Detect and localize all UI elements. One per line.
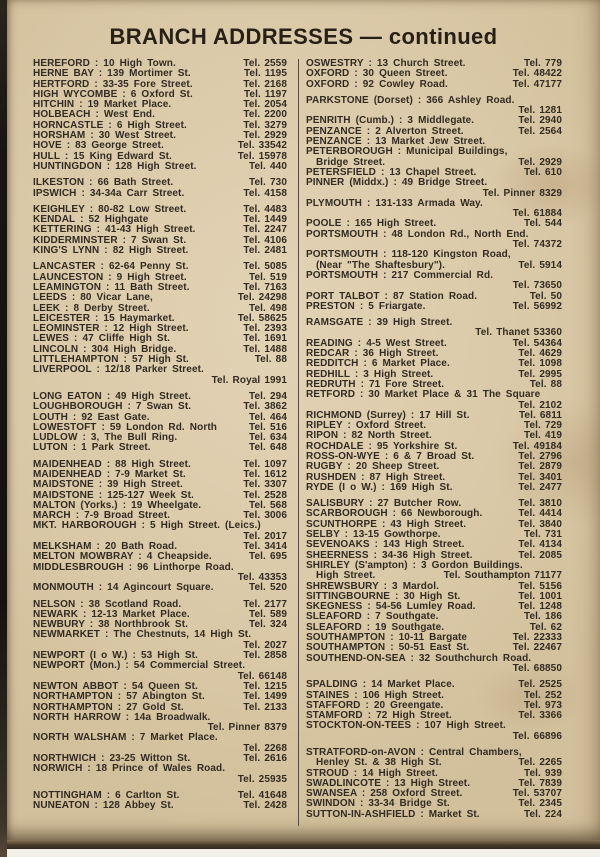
branch-entry: [306, 390, 562, 411]
branch-address: NORTH WALSHAM : 7 Market Place.: [33, 732, 218, 744]
branch-address: HORNCASTLE : 6 High Street.: [33, 119, 187, 131]
branch-address-line2: Bridge Street.: [316, 156, 386, 168]
branch-address: OSWESTRY : 13 Church Street.: [306, 58, 466, 69]
branch-tel: Tel. 519: [249, 271, 287, 283]
branch-address: MAIDENHEAD : 7-9 Market St.: [33, 468, 186, 480]
branch-tel: Tel. 324: [249, 619, 287, 631]
branch-group: [306, 748, 562, 820]
branch-tel: Tel. 419: [524, 430, 562, 442]
branch-address: LINCOLN : 304 High Bridge.: [33, 343, 177, 355]
branch-tel: Tel. 2616: [243, 753, 287, 764]
branch-address: MKT. HARBOROUGH : 5 High Street. (Leics.): [33, 520, 261, 532]
branch-address: HEREFORD : 10 High Town.: [33, 58, 176, 69]
branch-entry: [33, 583, 287, 593]
branch-tel: Tel. 66896: [512, 730, 562, 742]
branch-tel: Tel. 15978: [237, 150, 287, 162]
branch-tel: Tel. 2017: [243, 530, 287, 542]
branch-tel: Tel. 730: [249, 177, 287, 189]
branch-address: PRESTON : 5 Friargate.: [306, 300, 426, 312]
branch-address: PORTSMOUTH : 48 London Rd., North End.: [306, 228, 529, 240]
branch-address: PORT TALBOT : 87 Station Road.: [306, 290, 478, 302]
branch-tel: Tel. 1612: [243, 468, 287, 480]
branch-entry: [33, 162, 287, 172]
branch-entry: [306, 810, 562, 820]
branch-tel: Tel. 568: [249, 499, 287, 511]
branch-tel: Tel. 7163: [243, 281, 287, 293]
branch-address: STRATFORD-on-AVON : Central Chambers,: [306, 747, 522, 758]
branch-tel: Tel. 1449: [243, 214, 287, 226]
branch-tel: Tel. 3862: [243, 401, 287, 413]
branch-address: STROUD : 14 High Street.: [306, 767, 438, 779]
branch-tel: Tel. 2559: [243, 58, 287, 69]
branch-address: RIPLEY : Oxford Street.: [306, 420, 427, 432]
branch-address: NORTHWICH : 23-25 Witton St.: [33, 753, 191, 764]
branch-tel: Tel. 3307: [243, 479, 287, 491]
branch-tel: Tel. 47177: [512, 78, 562, 90]
branch-tel: Tel. 2054: [243, 99, 287, 111]
branch-tel: Tel. 2200: [243, 109, 287, 121]
branch-address: SALISBURY : 27 Butcher Row.: [306, 498, 462, 510]
branch-tel: Tel. 61884: [512, 208, 562, 220]
branch-entry: [33, 764, 287, 785]
branch-tel: Tel. 4483: [243, 203, 287, 215]
branch-tel: Tel. 1691: [243, 333, 287, 345]
branch-tel: Tel. 2345: [518, 798, 562, 810]
branch-entry: [306, 80, 562, 90]
branch-address: OXFORD : 92 Cowley Road.: [306, 78, 448, 90]
branch-address: LOUGHBOROUGH : 7 Swan St.: [33, 401, 192, 413]
branch-tel: Tel. Thanet 53360: [475, 327, 562, 339]
branch-columns: [7, 50, 600, 826]
branch-tel: Tel. 4106: [243, 234, 287, 246]
branch-tel: Tel. 33542: [237, 140, 287, 152]
branch-address: PORTSMOUTH : 118-120 Kingston Road,: [306, 249, 511, 261]
branch-address: SLEAFORD : 19 Southgate.: [306, 621, 445, 633]
branch-tel: Tel. 56992: [512, 300, 562, 312]
branch-tel: Tel. 68850: [512, 662, 562, 674]
branch-tel: Tel. 1001: [518, 590, 562, 602]
branch-address: SOUTHEND-ON-SEA : 32 Southchurch Road.: [306, 652, 532, 664]
branch-address: LEWES : 47 Cliffe High St.: [33, 333, 170, 345]
branch-group: [33, 59, 287, 172]
scan-edge-bottom: [7, 840, 600, 849]
branch-tel: Tel. Pinner 8379: [207, 722, 287, 734]
branch-group: [306, 318, 562, 493]
branch-address: HITCHIN : 19 Market Place.: [33, 99, 172, 111]
branch-tel: Tel. 2027: [243, 639, 287, 651]
branch-address: HORSHAM : 30 West Street.: [33, 130, 176, 142]
branch-address: MIDDLESBROUGH : 96 Linthorpe Road.: [33, 561, 234, 573]
branch-tel: Tel. 224: [524, 808, 562, 820]
branch-tel: Tel. 2477: [518, 481, 562, 493]
branch-tel: Tel. 4158: [243, 187, 287, 199]
branch-tel: Tel. 2525: [518, 679, 562, 691]
branch-tel: Tel. 1215: [243, 680, 287, 692]
branch-tel: Tel. 1248: [518, 601, 562, 613]
branch-address: LUDLOW : 3, The Bull Ring.: [33, 432, 178, 444]
branch-address: RUSHDEN : 87 High Street.: [306, 471, 446, 483]
branch-tel: Tel. 7839: [518, 777, 562, 789]
branch-tel: Tel. 2428: [243, 800, 287, 812]
branch-entry: [33, 246, 287, 256]
branch-tel: Tel. 3840: [518, 518, 562, 530]
branch-entry: [33, 189, 287, 199]
branch-address: PETERBOROUGH : Municipal Buildings,: [306, 146, 508, 158]
branch-address: HOVE : 83 George Street.: [33, 140, 164, 152]
branch-group: [33, 791, 287, 812]
branch-entry: [33, 661, 287, 682]
branch-tel: Tel. 2564: [518, 125, 562, 137]
branch-tel: Tel. 516: [249, 421, 287, 433]
branch-entry: [306, 680, 562, 690]
branch-address: SCUNTHORPE : 43 High Street.: [306, 518, 467, 530]
branch-address: RETFORD : 30 Market Place & 31 The Square: [306, 389, 541, 401]
branch-address: NEWARK : 12-13 Market Place.: [33, 608, 190, 620]
branch-address: HIGH WYCOMBE : 6 Oxford St.: [33, 88, 193, 100]
branch-tel: Tel. 73650: [512, 280, 562, 292]
branch-address: SHEERNESS : 34-36 High Street.: [306, 549, 473, 561]
branch-address: SEVENOAKS : 143 High Street.: [306, 539, 465, 551]
branch-entry: [33, 563, 287, 584]
branch-tel: Tel. 2796: [518, 450, 562, 462]
branch-address: NORTH HARROW : 14a Broadwalk.: [33, 711, 211, 723]
branch-address: MELKSHAM : 20 Bath Road.: [33, 541, 178, 553]
branch-address: KIDDERMINSTER : 7 Swan St.: [33, 234, 187, 246]
branch-address: PARKSTONE (Dorset) : 366 Ashley Road.: [306, 94, 515, 106]
branch-address: SKEGNESS : 54-56 Lumley Road.: [306, 601, 476, 613]
branch-tel: Tel. 6811: [518, 409, 562, 421]
branch-tel: Tel. 2879: [518, 461, 562, 473]
branch-tel: Tel. 294: [249, 390, 287, 402]
branch-tel: Tel. 2858: [243, 650, 287, 662]
branch-tel: Tel. Royal 1991: [211, 374, 287, 386]
branch-address: PETERSFIELD : 13 Chapel Street.: [306, 166, 477, 178]
branch-entry: [33, 521, 287, 542]
scan-edge-left: [0, 0, 7, 857]
branch-address: PENRITH (Cumb.) : 3 Middlegate.: [306, 115, 475, 127]
branch-address: LEICESTER : 15 Haymarket.: [33, 312, 175, 324]
branch-group: [306, 96, 562, 312]
branch-tel: Tel. 22467: [512, 642, 562, 654]
branch-address: REDHILL : 3 High Street.: [306, 368, 434, 380]
branch-address: LEEDS : 80 Vicar Lane,: [33, 292, 153, 304]
branch-address: ILKESTON : 66 Bath Street.: [33, 177, 174, 189]
branch-entry: [33, 733, 287, 754]
branch-tel: Tel. Pinner 8329: [482, 187, 562, 199]
branch-address-line2: (Near "The Shaftesbury").: [316, 259, 445, 271]
branch-entry: [306, 302, 562, 312]
branch-address: SLEAFORD : 7 Southgate.: [306, 611, 439, 623]
branch-tel: Tel. 2268: [243, 742, 287, 754]
branch-tel: Tel. 4134: [518, 539, 562, 551]
branch-address: KEIGHLEY : 80-82 Low Street.: [33, 203, 187, 215]
branch-entry: [33, 293, 287, 303]
branch-tel: Tel. 5085: [243, 261, 287, 273]
branch-tel: Tel. 2940: [518, 115, 562, 127]
branch-address: LITTLEHAMPTON : 57 High St.: [33, 354, 189, 366]
branch-address: NEWPORT (Mon.) : 54 Commercial Street.: [33, 660, 246, 672]
branch-address: RAMSGATE : 39 High Street.: [306, 317, 453, 329]
branch-entry: [306, 178, 562, 199]
branch-address: STAMFORD : 72 High Street.: [306, 710, 452, 722]
branch-address: KING'S LYNN : 82 High Street.: [33, 245, 189, 257]
branch-address: NELSON : 38 Scotland Road.: [33, 598, 182, 610]
branch-tel: Tel. 1499: [243, 691, 287, 703]
branch-tel: Tel. 1197: [243, 88, 287, 100]
branch-address: LOWESTOFT : 59 London Rd. North: [33, 421, 217, 433]
branch-tel: Tel. 49184: [512, 440, 562, 452]
branch-tel: Tel. 2393: [243, 323, 287, 335]
branch-address: NUNEATON : 128 Abbey St.: [33, 800, 174, 812]
branch-tel: Tel. 62: [529, 621, 562, 633]
branch-tel: Tel. 41648: [237, 789, 287, 801]
branch-tel: Tel. 2102: [518, 399, 562, 411]
branch-tel: Tel. 24298: [237, 292, 287, 304]
branch-tel: Tel. 695: [249, 551, 287, 563]
branch-address: SPALDING : 14 Market Place.: [306, 679, 455, 691]
branch-address: HERNE BAY : 139 Mortimer St.: [33, 68, 191, 80]
branch-tel: Tel. 186: [524, 611, 562, 623]
branch-address: SWINDON : 33-34 Bridge St.: [306, 798, 450, 810]
branch-address: SWADLINCOTE : 13 High Street.: [306, 777, 471, 789]
branch-address: MONMOUTH : 14 Agincourt Square.: [33, 582, 214, 594]
branch-address: RICHMOND (Surrey) : 17 Hill St.: [306, 409, 470, 421]
branch-address: SCARBOROUGH : 66 Newborough.: [306, 508, 483, 520]
branch-tel: Tel. 3810: [518, 498, 562, 510]
branch-address: MAIDSTONE : 125-127 Week St.: [33, 489, 194, 501]
branch-address: HUNTINGDON : 128 High Street.: [33, 160, 197, 172]
branch-tel: Tel. 1281: [518, 105, 562, 117]
branch-address: HERTFORD : 33-35 Fore Street.: [33, 78, 193, 90]
branch-tel: Tel. 66148: [237, 670, 287, 682]
branch-group: [33, 178, 287, 199]
branch-address: PORTSMOUTH : 217 Commercial Rd.: [306, 269, 494, 281]
branch-address: SITTINGBOURNE : 30 High St.: [306, 590, 461, 602]
branch-address: LONG EATON : 49 High Street.: [33, 390, 191, 402]
branch-column-right: [298, 59, 562, 826]
branch-tel: Tel. 2085: [518, 549, 562, 561]
page: [7, 0, 600, 840]
branch-address: SHREWSBURY : 3 Mardol.: [306, 580, 439, 592]
branch-address: STAFFORD : 20 Greengate.: [306, 699, 444, 711]
branch-address: ROCHDALE : 95 Yorkshire St.: [306, 440, 458, 452]
branch-address: PINNER (Middx.) : 49 Bridge Street.: [306, 177, 488, 189]
branch-address: RUGBY : 20 Sheep Street.: [306, 461, 440, 473]
branch-tel: Tel. 520: [249, 582, 287, 594]
branch-address: PENZANCE : 2 Alverton Street.: [306, 125, 464, 137]
branch-address: RYDE (I o W.) : 169 High St.: [306, 481, 453, 493]
branch-address: NOTTINGHAM : 6 Carlton St.: [33, 789, 180, 801]
branch-tel: Tel. 2247: [243, 224, 287, 236]
branch-tel: Tel. 2481: [243, 245, 287, 257]
branch-address: REDDITCH : 6 Market Place.: [306, 358, 450, 370]
branch-tel: Tel. 252: [524, 689, 562, 701]
branch-entry: [306, 483, 562, 493]
branch-tel: Tel. 1195: [243, 68, 287, 80]
branch-address: LEOMINSTER : 12 High Street.: [33, 323, 189, 335]
branch-address: NORTHAMPTON : 27 Gold St.: [33, 701, 184, 713]
branch-entry: [306, 96, 562, 117]
branch-tel: Tel. 48422: [512, 68, 562, 80]
branch-group: [306, 680, 562, 742]
branch-tel: Tel. 54364: [512, 337, 562, 349]
branch-tel: Tel. 3401: [518, 471, 562, 483]
branch-address: SOUTHAMPTON : 50-51 East St.: [306, 642, 470, 654]
branch-address: NEWTON ABBOT : 54 Queen St.: [33, 680, 198, 692]
branch-tel: Tel. 4414: [518, 508, 562, 520]
branch-address: MAIDSTONE : 39 High Street.: [33, 479, 183, 491]
branch-tel: Tel. 2929: [518, 156, 562, 168]
branch-tel: Tel. 731: [524, 529, 562, 541]
branch-address: NEWBURY : 38 Northbrook St.: [33, 619, 188, 631]
branch-tel: Tel. 3279: [243, 119, 287, 131]
branch-entry: [306, 250, 562, 271]
branch-tel: Tel. 544: [524, 218, 562, 230]
branch-address: OXFORD : 30 Queen Street.: [306, 68, 448, 80]
branch-tel: Tel. 88: [254, 354, 287, 366]
branch-address: LOUTH : 92 East Gate.: [33, 411, 150, 423]
branch-address: STAINES : 106 High Street.: [306, 689, 445, 701]
branch-address: KETTERING : 41-43 High Street.: [33, 224, 196, 236]
branch-entry: [306, 230, 562, 251]
branch-address: POOLE : 165 High Street.: [306, 218, 437, 230]
branch-tel: Tel. 2168: [243, 78, 287, 90]
branch-group: [33, 460, 287, 594]
branch-entry: [33, 801, 287, 811]
branch-tel: Tel. 2265: [518, 757, 562, 769]
branch-address: LEEK : 8 Derby Street.: [33, 302, 150, 314]
branch-column-left: [33, 59, 287, 817]
branch-tel: Tel. 939: [524, 767, 562, 779]
branch-tel: Tel. 2133: [243, 701, 287, 713]
branch-group: [306, 499, 562, 674]
branch-tel: Tel. 43353: [237, 571, 287, 583]
branch-address: MELTON MOWBRAY : 4 Cheapside.: [33, 551, 212, 563]
branch-address: SUTTON-IN-ASHFIELD : Market St.: [306, 808, 480, 820]
branch-tel: Tel. 4629: [518, 348, 562, 360]
branch-tel: Tel. 2995: [518, 368, 562, 380]
branch-address: LUTON : 1 Park Street.: [33, 442, 151, 454]
branch-tel: Tel. 1488: [243, 343, 287, 355]
branch-address: NEWMARKET : The Chestnuts, 14 High St.: [33, 629, 252, 641]
branch-address: ROSS-ON-WYE : 6 & 7 Broad St.: [306, 450, 475, 462]
branch-tel: Tel. 973: [524, 699, 562, 711]
branch-entry: [306, 318, 562, 339]
branch-tel: Tel. 1097: [243, 458, 287, 470]
branch-tel: Tel. 2929: [243, 130, 287, 142]
page-title: BRANCH ADDRESSES — continued: [109, 24, 498, 49]
branch-tel: Tel. 3414: [243, 541, 287, 553]
branch-entry: [33, 713, 287, 734]
branch-tel: Tel. 2528: [243, 489, 287, 501]
branch-address: MALTON (Yorks.) : 19 Wheelgate.: [33, 499, 202, 511]
branch-address: REDRUTH : 71 Fore Street.: [306, 378, 445, 390]
branch-address: NEWPORT (I o W.) : 53 High St.: [33, 650, 198, 662]
branch-tel: Tel. Southampton 71177: [443, 570, 562, 582]
branch-entry: [33, 402, 287, 412]
branch-address: NORTHAMPTON : 57 Abington St.: [33, 691, 205, 703]
branch-address: PLYMOUTH : 131-133 Armada Way.: [306, 197, 483, 209]
branch-address: PENZANCE : 13 Market Jew Street.: [306, 136, 486, 148]
branch-tel: Tel. 498: [249, 302, 287, 314]
branch-address-line2: Henley St. & 38 High St.: [316, 757, 442, 769]
branch-entry: [306, 721, 562, 742]
branch-address: SHIRLEY (S'ampton) : 3 Gordon Buildings.: [306, 559, 523, 571]
branch-tel: Tel. 729: [524, 420, 562, 432]
branch-address: RIPON : 82 North Street.: [306, 430, 432, 442]
branch-address: IPSWICH : 34-34a Carr Street.: [33, 187, 185, 199]
branch-address: LAUNCESTON : 9 High Street.: [33, 271, 187, 283]
branch-tel: Tel. 2177: [243, 598, 287, 610]
branch-tel: Tel. 464: [249, 411, 287, 423]
branch-group: [33, 392, 287, 454]
branch-entry: [33, 365, 287, 386]
branch-tel: Tel. 648: [249, 442, 287, 454]
branch-address: MARCH : 7-9 Broad Street.: [33, 510, 171, 522]
branch-address: LANCASTER : 62-64 Penny St.: [33, 261, 189, 273]
branch-tel: Tel. 25935: [237, 773, 287, 785]
branch-entry: [306, 199, 562, 220]
branch-tel: Tel. 589: [249, 608, 287, 620]
branch-tel: Tel. 779: [524, 58, 562, 69]
branch-tel: Tel. 610: [524, 166, 562, 178]
branch-tel: Tel. 53707: [512, 788, 562, 800]
branch-tel: Tel. 634: [249, 432, 287, 444]
branch-address: NORWICH : 18 Prince of Wales Road.: [33, 763, 226, 775]
branch-address: LIVERPOOL : 12/18 Parker Street.: [33, 364, 204, 376]
branch-address: READING : 4-5 West Street.: [306, 337, 447, 349]
branch-address: HULL : 15 King Edward St.: [33, 150, 172, 162]
branch-entry: [306, 271, 562, 292]
branch-group: [33, 600, 287, 785]
branch-entry: [306, 147, 562, 168]
branch-tel: Tel. 3006: [243, 510, 287, 522]
branch-address-line2: High Street.: [316, 570, 376, 582]
branch-entry: [33, 630, 287, 651]
branch-address: SWANSEA : 258 Oxford Street.: [306, 788, 463, 800]
branch-tel: Tel. 3366: [518, 710, 562, 722]
branch-address: KENDAL : 52 Highgate: [33, 214, 149, 226]
branch-entry: [306, 561, 562, 582]
branch-address: SOUTHAMPTON : 10-11 Bargate: [306, 632, 468, 644]
branch-tel: Tel. 58625: [237, 312, 287, 324]
branch-address: MAIDENHEAD : 88 High Street.: [33, 458, 191, 470]
branch-entry: [306, 748, 562, 769]
branch-group: [33, 262, 287, 386]
branch-tel: Tel. 50: [529, 290, 562, 302]
branch-entry: [33, 692, 287, 702]
branch-tel: Tel. 1098: [518, 358, 562, 370]
branch-group: [33, 205, 287, 256]
branch-address: STOCKTON-ON-TEES : 107 High Street.: [306, 720, 506, 732]
branch-tel: Tel. 88: [529, 378, 562, 390]
branch-tel: Tel. 5914: [518, 259, 562, 271]
branch-entry: [33, 443, 287, 453]
branch-tel: Tel. 22333: [512, 632, 562, 644]
branch-tel: Tel. 5156: [518, 580, 562, 592]
branch-address: LEAMINGTON : 11 Bath Street.: [33, 281, 190, 293]
branch-address: SELBY : 13-15 Gowthorpe.: [306, 529, 441, 541]
branch-group: [306, 59, 562, 90]
branch-address: REDCAR : 36 High Street.: [306, 348, 439, 360]
branch-address: HOLBEACH : West End.: [33, 109, 156, 121]
branch-tel: Tel. 74372: [512, 239, 562, 251]
branch-entry: [306, 654, 562, 675]
branch-tel: Tel. 440: [249, 160, 287, 172]
